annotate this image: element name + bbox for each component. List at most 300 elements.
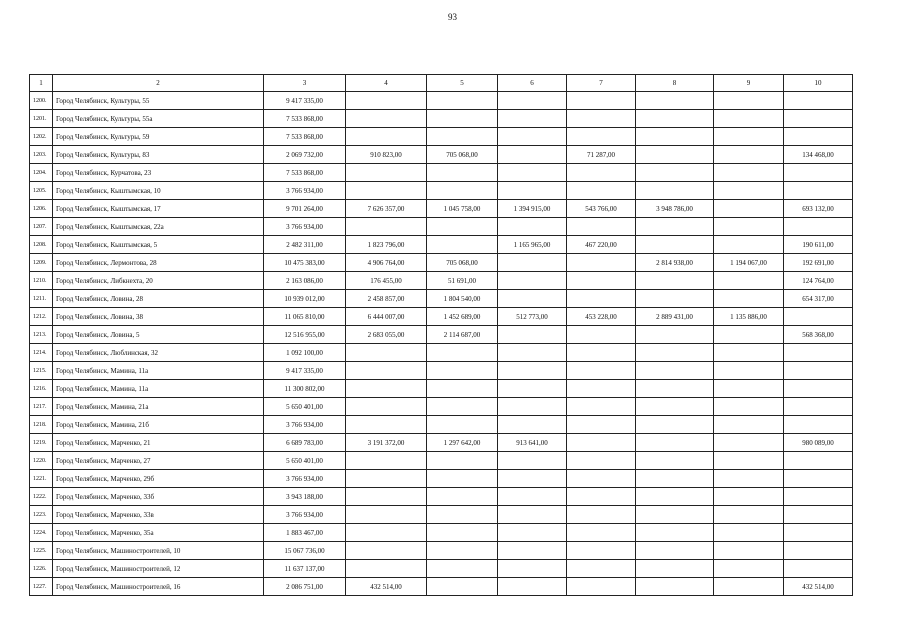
table-row bbox=[30, 434, 853, 452]
amount-cell: 512 773,00 bbox=[498, 308, 567, 326]
address-cell: Город Челябинск, Ловина, 5 bbox=[53, 326, 264, 344]
row-number: 1202. bbox=[30, 128, 53, 146]
column-header: 8 bbox=[636, 75, 714, 92]
amount-cell bbox=[636, 236, 714, 254]
amount-cell bbox=[498, 290, 567, 308]
amount-cell: 2 814 938,00 bbox=[636, 254, 714, 272]
amount-cell: 71 287,00 bbox=[567, 146, 636, 164]
amount-cell bbox=[714, 146, 784, 164]
amount-cell bbox=[714, 218, 784, 236]
table-row bbox=[30, 488, 853, 506]
address-cell: Город Челябинск, Культуры, 83 bbox=[53, 146, 264, 164]
table-row bbox=[30, 380, 853, 398]
row-number: 1201. bbox=[30, 110, 53, 128]
amount-cell: 192 691,00 bbox=[784, 254, 853, 272]
amount-cell: 6 689 783,00 bbox=[264, 434, 346, 452]
column-header: 2 bbox=[53, 75, 264, 92]
address-cell: Город Челябинск, Мамина, 11а bbox=[53, 380, 264, 398]
amount-cell bbox=[784, 164, 853, 182]
amount-cell bbox=[346, 524, 427, 542]
address-cell: Город Челябинск, Культуры, 55 bbox=[53, 92, 264, 110]
amount-cell bbox=[427, 110, 498, 128]
amount-cell: 11 065 810,00 bbox=[264, 308, 346, 326]
amount-cell bbox=[346, 362, 427, 380]
row-number: 1216. bbox=[30, 380, 53, 398]
table-header bbox=[30, 75, 853, 92]
amount-cell bbox=[714, 470, 784, 488]
amount-cell bbox=[714, 380, 784, 398]
table-row bbox=[30, 218, 853, 236]
address-cell: Город Челябинск, Мамина, 21б bbox=[53, 416, 264, 434]
amount-cell: 467 220,00 bbox=[567, 236, 636, 254]
amount-cell bbox=[714, 524, 784, 542]
amount-cell bbox=[714, 128, 784, 146]
amount-cell bbox=[498, 524, 567, 542]
table-row bbox=[30, 578, 853, 596]
amount-cell bbox=[714, 236, 784, 254]
address-cell: Город Челябинск, Марченко, 35а bbox=[53, 524, 264, 542]
amount-cell bbox=[714, 326, 784, 344]
amount-cell bbox=[784, 542, 853, 560]
row-number: 1213. bbox=[30, 326, 53, 344]
amount-cell: 3 766 934,00 bbox=[264, 182, 346, 200]
row-number: 1219. bbox=[30, 434, 53, 452]
amount-cell bbox=[498, 362, 567, 380]
amount-cell bbox=[784, 524, 853, 542]
amount-cell bbox=[636, 434, 714, 452]
amount-cell: 913 641,00 bbox=[498, 434, 567, 452]
table-row bbox=[30, 110, 853, 128]
amount-cell: 2 069 732,00 bbox=[264, 146, 346, 164]
amount-cell bbox=[636, 92, 714, 110]
amount-cell bbox=[427, 398, 498, 416]
amount-cell bbox=[636, 488, 714, 506]
amount-cell bbox=[346, 506, 427, 524]
amount-cell bbox=[567, 380, 636, 398]
amount-cell bbox=[567, 128, 636, 146]
amount-cell bbox=[784, 488, 853, 506]
amount-cell: 3 191 372,00 bbox=[346, 434, 427, 452]
row-number: 1220. bbox=[30, 452, 53, 470]
amount-cell bbox=[427, 452, 498, 470]
amount-cell bbox=[346, 542, 427, 560]
amount-cell bbox=[498, 254, 567, 272]
amount-cell bbox=[714, 506, 784, 524]
amount-cell bbox=[784, 92, 853, 110]
table-row bbox=[30, 326, 853, 344]
amount-cell bbox=[636, 524, 714, 542]
amount-cell: 1 045 758,00 bbox=[427, 200, 498, 218]
amount-cell: 543 766,00 bbox=[567, 200, 636, 218]
amount-cell bbox=[636, 542, 714, 560]
amount-cell bbox=[346, 452, 427, 470]
table-row bbox=[30, 164, 853, 182]
amount-cell bbox=[636, 380, 714, 398]
amount-cell bbox=[636, 182, 714, 200]
address-cell: Город Челябинск, Кыштымская, 22а bbox=[53, 218, 264, 236]
address-cell: Город Челябинск, Марченко, 29б bbox=[53, 470, 264, 488]
row-number: 1225. bbox=[30, 542, 53, 560]
amount-cell: 9 417 335,00 bbox=[264, 362, 346, 380]
amount-cell: 980 089,00 bbox=[784, 434, 853, 452]
amount-cell bbox=[346, 110, 427, 128]
table-row bbox=[30, 560, 853, 578]
amount-cell bbox=[567, 398, 636, 416]
amount-cell bbox=[714, 164, 784, 182]
address-cell: Город Челябинск, Мамина, 21а bbox=[53, 398, 264, 416]
amount-cell: 134 468,00 bbox=[784, 146, 853, 164]
address-cell: Город Челябинск, Марченко, 33в bbox=[53, 506, 264, 524]
table-row bbox=[30, 344, 853, 362]
row-number: 1204. bbox=[30, 164, 53, 182]
row-number: 1222. bbox=[30, 488, 53, 506]
amount-cell: 568 368,00 bbox=[784, 326, 853, 344]
amount-cell bbox=[567, 470, 636, 488]
amount-cell: 910 823,00 bbox=[346, 146, 427, 164]
amount-cell bbox=[784, 506, 853, 524]
row-number: 1210. bbox=[30, 272, 53, 290]
amount-cell: 654 317,00 bbox=[784, 290, 853, 308]
amount-cell: 1 883 467,00 bbox=[264, 524, 346, 542]
amount-cell bbox=[346, 218, 427, 236]
amount-cell bbox=[636, 110, 714, 128]
amount-cell: 1 092 100,00 bbox=[264, 344, 346, 362]
amount-cell bbox=[567, 344, 636, 362]
amount-cell bbox=[714, 182, 784, 200]
column-header: 1 bbox=[30, 75, 53, 92]
row-number: 1209. bbox=[30, 254, 53, 272]
address-cell: Город Челябинск, Ловина, 38 bbox=[53, 308, 264, 326]
amount-cell bbox=[567, 542, 636, 560]
amount-cell bbox=[714, 92, 784, 110]
amount-cell bbox=[714, 578, 784, 596]
address-cell: Город Челябинск, Марченко, 33б bbox=[53, 488, 264, 506]
amount-cell bbox=[498, 488, 567, 506]
table-row bbox=[30, 128, 853, 146]
amount-cell bbox=[636, 578, 714, 596]
row-number: 1203. bbox=[30, 146, 53, 164]
amount-cell: 2 482 311,00 bbox=[264, 236, 346, 254]
amount-cell: 705 068,00 bbox=[427, 146, 498, 164]
row-number: 1205. bbox=[30, 182, 53, 200]
amount-cell bbox=[498, 146, 567, 164]
amount-cell bbox=[567, 434, 636, 452]
amount-cell: 12 516 955,00 bbox=[264, 326, 346, 344]
amount-cell bbox=[427, 416, 498, 434]
amount-cell bbox=[346, 164, 427, 182]
amount-cell bbox=[567, 452, 636, 470]
amount-cell bbox=[567, 182, 636, 200]
address-cell: Город Челябинск, Кыштымская, 5 bbox=[53, 236, 264, 254]
amount-cell: 3 943 188,00 bbox=[264, 488, 346, 506]
table-row bbox=[30, 470, 853, 488]
amount-cell: 9 417 335,00 bbox=[264, 92, 346, 110]
amount-cell bbox=[567, 290, 636, 308]
amount-cell bbox=[784, 560, 853, 578]
row-number: 1207. bbox=[30, 218, 53, 236]
amount-cell bbox=[714, 488, 784, 506]
amount-cell: 5 650 401,00 bbox=[264, 452, 346, 470]
amount-cell bbox=[714, 110, 784, 128]
amount-cell bbox=[346, 182, 427, 200]
amount-cell bbox=[346, 92, 427, 110]
amount-cell: 2 086 751,00 bbox=[264, 578, 346, 596]
amount-cell: 1 394 915,00 bbox=[498, 200, 567, 218]
row-number: 1217. bbox=[30, 398, 53, 416]
amount-cell bbox=[636, 560, 714, 578]
row-number: 1227. bbox=[30, 578, 53, 596]
row-number: 1208. bbox=[30, 236, 53, 254]
amount-cell bbox=[498, 182, 567, 200]
amount-cell bbox=[784, 398, 853, 416]
amount-cell bbox=[498, 452, 567, 470]
address-cell: Город Челябинск, Кыштымская, 17 bbox=[53, 200, 264, 218]
amount-cell: 693 132,00 bbox=[784, 200, 853, 218]
amount-cell bbox=[784, 110, 853, 128]
amount-cell: 6 444 007,00 bbox=[346, 308, 427, 326]
amount-cell: 2 683 055,00 bbox=[346, 326, 427, 344]
amount-cell: 15 067 736,00 bbox=[264, 542, 346, 560]
address-cell: Город Челябинск, Культуры, 59 bbox=[53, 128, 264, 146]
row-number: 1211. bbox=[30, 290, 53, 308]
amount-cell bbox=[714, 416, 784, 434]
amount-cell bbox=[498, 92, 567, 110]
address-cell: Город Челябинск, Машиностроителей, 16 bbox=[53, 578, 264, 596]
row-number: 1218. bbox=[30, 416, 53, 434]
address-cell: Город Челябинск, Марченко, 21 bbox=[53, 434, 264, 452]
amount-cell: 3 766 934,00 bbox=[264, 218, 346, 236]
amount-cell bbox=[567, 110, 636, 128]
column-header: 3 bbox=[264, 75, 346, 92]
amount-cell: 7 533 868,00 bbox=[264, 128, 346, 146]
amount-cell bbox=[346, 128, 427, 146]
amount-cell bbox=[427, 506, 498, 524]
table-row bbox=[30, 452, 853, 470]
amount-cell bbox=[427, 344, 498, 362]
amount-cell bbox=[346, 380, 427, 398]
amount-cell bbox=[427, 128, 498, 146]
amount-cell: 190 611,00 bbox=[784, 236, 853, 254]
address-cell: Город Челябинск, Курчатова, 23 bbox=[53, 164, 264, 182]
amount-cell: 1 804 540,00 bbox=[427, 290, 498, 308]
amount-cell bbox=[636, 416, 714, 434]
amount-cell bbox=[714, 560, 784, 578]
amount-cell bbox=[784, 452, 853, 470]
column-header: 5 bbox=[427, 75, 498, 92]
amount-cell bbox=[346, 470, 427, 488]
row-number: 1226. bbox=[30, 560, 53, 578]
amount-cell bbox=[427, 92, 498, 110]
amount-cell: 705 068,00 bbox=[427, 254, 498, 272]
amount-cell bbox=[427, 380, 498, 398]
amount-cell bbox=[567, 218, 636, 236]
amount-cell: 7 626 357,00 bbox=[346, 200, 427, 218]
amount-cell bbox=[714, 362, 784, 380]
column-header: 6 bbox=[498, 75, 567, 92]
address-cell: Город Челябинск, Лермонтова, 28 bbox=[53, 254, 264, 272]
table-row bbox=[30, 524, 853, 542]
amount-cell: 1 297 642,00 bbox=[427, 434, 498, 452]
row-number: 1206. bbox=[30, 200, 53, 218]
address-cell: Город Челябинск, Люблинская, 32 bbox=[53, 344, 264, 362]
amount-cell bbox=[346, 344, 427, 362]
amount-cell bbox=[346, 398, 427, 416]
amount-cell bbox=[498, 398, 567, 416]
amount-cell bbox=[567, 488, 636, 506]
amount-cell bbox=[498, 578, 567, 596]
amount-cell bbox=[636, 470, 714, 488]
header-row bbox=[30, 75, 853, 92]
amount-cell bbox=[427, 362, 498, 380]
amount-cell bbox=[636, 218, 714, 236]
table-row bbox=[30, 146, 853, 164]
row-number: 1200. bbox=[30, 92, 53, 110]
amount-cell bbox=[636, 452, 714, 470]
table-row bbox=[30, 92, 853, 110]
address-cell: Город Челябинск, Либкнехта, 20 bbox=[53, 272, 264, 290]
amount-cell bbox=[498, 542, 567, 560]
amount-cell bbox=[784, 380, 853, 398]
amount-cell: 9 701 264,00 bbox=[264, 200, 346, 218]
page-number: 93 bbox=[448, 12, 457, 22]
amount-cell bbox=[498, 218, 567, 236]
column-header: 7 bbox=[567, 75, 636, 92]
row-number: 1214. bbox=[30, 344, 53, 362]
amount-cell: 3 766 934,00 bbox=[264, 506, 346, 524]
column-header: 9 bbox=[714, 75, 784, 92]
amount-cell bbox=[714, 434, 784, 452]
amount-cell bbox=[784, 470, 853, 488]
amount-cell bbox=[784, 128, 853, 146]
amount-cell: 453 228,00 bbox=[567, 308, 636, 326]
amount-cell: 124 764,00 bbox=[784, 272, 853, 290]
amount-cell bbox=[567, 578, 636, 596]
amount-cell: 11 637 137,00 bbox=[264, 560, 346, 578]
amount-cell bbox=[498, 380, 567, 398]
table-row bbox=[30, 506, 853, 524]
table-row bbox=[30, 398, 853, 416]
amount-cell bbox=[567, 92, 636, 110]
table-row bbox=[30, 272, 853, 290]
amount-cell bbox=[636, 290, 714, 308]
amount-cell bbox=[784, 362, 853, 380]
amount-cell bbox=[636, 164, 714, 182]
table-row bbox=[30, 416, 853, 434]
amount-cell bbox=[567, 254, 636, 272]
amount-cell: 51 691,00 bbox=[427, 272, 498, 290]
amount-cell bbox=[498, 506, 567, 524]
register-table bbox=[29, 74, 853, 596]
amount-cell: 10 939 012,00 bbox=[264, 290, 346, 308]
amount-cell bbox=[427, 182, 498, 200]
amount-cell: 1 452 689,00 bbox=[427, 308, 498, 326]
amount-cell bbox=[636, 362, 714, 380]
amount-cell bbox=[498, 416, 567, 434]
amount-cell: 5 650 401,00 bbox=[264, 398, 346, 416]
table-row bbox=[30, 200, 853, 218]
amount-cell bbox=[636, 506, 714, 524]
amount-cell: 4 906 764,00 bbox=[346, 254, 427, 272]
amount-cell bbox=[346, 560, 427, 578]
amount-cell bbox=[427, 164, 498, 182]
amount-cell bbox=[498, 272, 567, 290]
amount-cell bbox=[636, 272, 714, 290]
amount-cell bbox=[427, 578, 498, 596]
amount-cell bbox=[567, 326, 636, 344]
amount-cell bbox=[427, 218, 498, 236]
amount-cell: 176 455,00 bbox=[346, 272, 427, 290]
table-row bbox=[30, 308, 853, 326]
amount-cell bbox=[714, 542, 784, 560]
address-cell: Город Челябинск, Мамина, 11а bbox=[53, 362, 264, 380]
amount-cell bbox=[498, 560, 567, 578]
row-number: 1224. bbox=[30, 524, 53, 542]
amount-cell bbox=[498, 470, 567, 488]
amount-cell: 7 533 868,00 bbox=[264, 110, 346, 128]
amount-cell bbox=[567, 560, 636, 578]
address-cell: Город Челябинск, Ловина, 28 bbox=[53, 290, 264, 308]
amount-cell: 432 514,00 bbox=[784, 578, 853, 596]
amount-cell: 1 823 796,00 bbox=[346, 236, 427, 254]
amount-cell: 3 766 934,00 bbox=[264, 470, 346, 488]
amount-cell bbox=[346, 488, 427, 506]
amount-cell bbox=[427, 488, 498, 506]
amount-cell bbox=[784, 416, 853, 434]
amount-cell bbox=[636, 326, 714, 344]
amount-cell bbox=[498, 164, 567, 182]
amount-cell: 3 766 934,00 bbox=[264, 416, 346, 434]
amount-cell bbox=[427, 236, 498, 254]
amount-cell bbox=[498, 344, 567, 362]
amount-cell bbox=[567, 524, 636, 542]
table-body bbox=[30, 92, 853, 596]
amount-cell bbox=[714, 272, 784, 290]
address-cell: Город Челябинск, Марченко, 27 bbox=[53, 452, 264, 470]
amount-cell: 432 514,00 bbox=[346, 578, 427, 596]
amount-cell: 10 475 383,00 bbox=[264, 254, 346, 272]
amount-cell bbox=[427, 524, 498, 542]
amount-cell: 2 114 687,00 bbox=[427, 326, 498, 344]
amount-cell: 1 194 067,00 bbox=[714, 254, 784, 272]
amount-cell bbox=[714, 200, 784, 218]
column-header: 4 bbox=[346, 75, 427, 92]
amount-cell bbox=[636, 146, 714, 164]
table-row bbox=[30, 542, 853, 560]
amount-cell bbox=[784, 218, 853, 236]
amount-cell bbox=[498, 326, 567, 344]
amount-cell bbox=[346, 416, 427, 434]
amount-cell bbox=[567, 416, 636, 434]
amount-cell: 11 300 802,00 bbox=[264, 380, 346, 398]
amount-cell bbox=[567, 164, 636, 182]
amount-cell bbox=[784, 182, 853, 200]
address-cell: Город Челябинск, Машиностроителей, 10 bbox=[53, 542, 264, 560]
amount-cell bbox=[567, 362, 636, 380]
row-number: 1223. bbox=[30, 506, 53, 524]
amount-cell bbox=[714, 398, 784, 416]
amount-cell bbox=[636, 128, 714, 146]
amount-cell: 7 533 868,00 bbox=[264, 164, 346, 182]
amount-cell: 2 889 431,00 bbox=[636, 308, 714, 326]
amount-cell bbox=[714, 452, 784, 470]
amount-cell: 3 948 786,00 bbox=[636, 200, 714, 218]
amount-cell: 1 165 965,00 bbox=[498, 236, 567, 254]
amount-cell: 2 163 086,00 bbox=[264, 272, 346, 290]
amount-cell bbox=[567, 506, 636, 524]
amount-cell bbox=[427, 470, 498, 488]
amount-cell bbox=[714, 344, 784, 362]
address-cell: Город Челябинск, Машиностроителей, 12 bbox=[53, 560, 264, 578]
